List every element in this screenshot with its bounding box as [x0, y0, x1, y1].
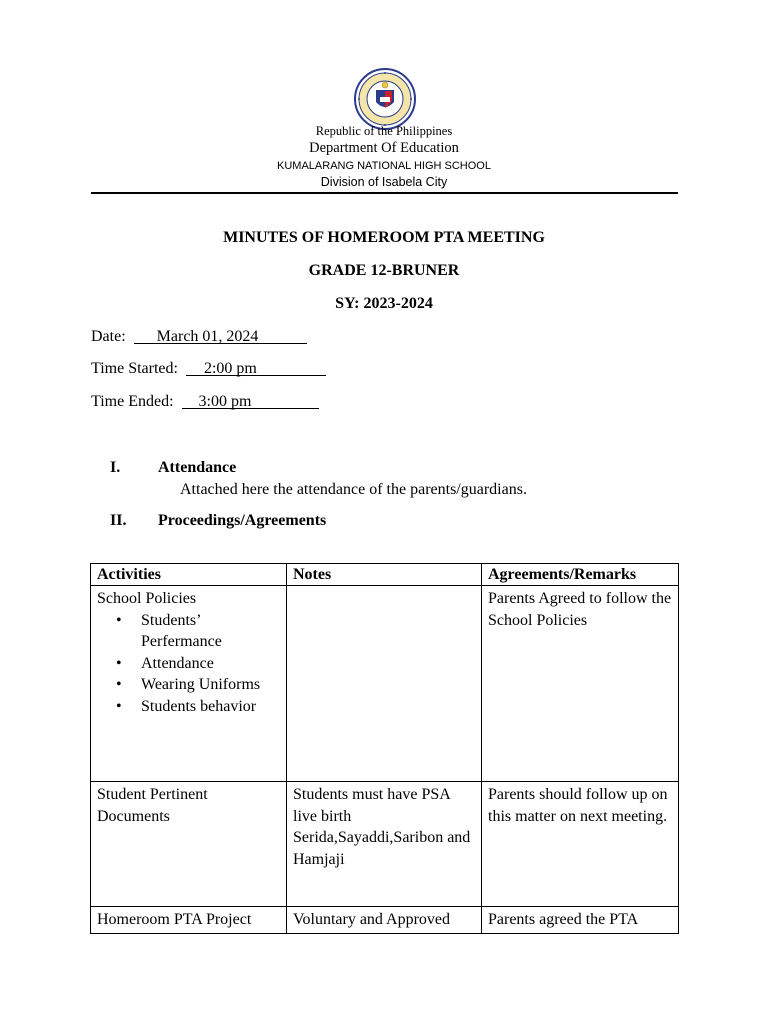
- list-item: • Attendance: [141, 653, 280, 675]
- section-number: II.: [110, 512, 127, 529]
- section-heading-proceedings: Proceedings/Agreements: [158, 512, 327, 529]
- table-row: [91, 782, 679, 907]
- notes-cell: [287, 586, 482, 782]
- activity-cell: [91, 586, 287, 782]
- attendance-text: Attached here the attendance of the parents/guardians.: [180, 481, 527, 498]
- header-divider: [91, 192, 678, 194]
- notes-cell: Voluntary and Approved: [287, 907, 482, 934]
- notes-cell: Students must have PSA live birth Serida,Sayaddi,Saribon and Hamjaji: [287, 782, 482, 907]
- date-label: Date:: [91, 328, 126, 345]
- grade-section-title: GRADE 12-BRUNER: [308, 262, 460, 279]
- list-item: • Students’ Perfermance: [141, 610, 280, 653]
- remarks-cell: Parents agreed the PTA: [482, 907, 679, 934]
- header-division: Division of Isabela City: [320, 175, 448, 189]
- deped-seal-icon: [354, 68, 416, 130]
- header-school: KUMALARANG NATIONAL HIGH SCHOOL: [277, 160, 491, 172]
- table-row: [91, 586, 679, 782]
- time-started-value: 2:00 pm: [186, 361, 326, 376]
- activity-cell: Student Pertinent Documents: [91, 782, 287, 907]
- list-item: • Wearing Uniforms: [141, 674, 280, 696]
- date-field: [91, 328, 307, 346]
- time-started-label: Time Started:: [91, 360, 178, 377]
- school-year-title: SY: 2023-2024: [335, 295, 433, 312]
- activity-text: School Policies: [97, 590, 197, 607]
- table-row: [91, 907, 679, 934]
- list-item: • Students behavior: [141, 696, 280, 718]
- date-value: March 01, 2024: [134, 329, 307, 344]
- column-header: Agreements/Remarks: [482, 564, 679, 586]
- time-started-field: [91, 360, 326, 378]
- time-ended-label: Time Ended:: [91, 393, 174, 410]
- activity-cell: Homeroom PTA Project: [91, 907, 287, 934]
- remarks-cell: Parents should follow up on this matter on next meeting.: [482, 782, 679, 907]
- section-heading-attendance: Attendance: [158, 459, 237, 476]
- document-title: MINUTES OF HOMEROOM PTA MEETING: [223, 229, 545, 246]
- time-ended-value: 3:00 pm: [182, 394, 319, 409]
- table-header-row: [91, 564, 679, 586]
- header-department: Department Of Education: [309, 140, 459, 156]
- time-ended-field: [91, 393, 319, 411]
- remarks-cell: Parents Agreed to follow the School Policies: [482, 586, 679, 782]
- column-header: Activities: [91, 564, 287, 586]
- column-header: Notes: [287, 564, 482, 586]
- section-number: I.: [110, 459, 121, 476]
- header-republic: Republic of the Philippines: [315, 124, 453, 138]
- policy-list: [97, 610, 280, 718]
- proceedings-table: [90, 563, 679, 934]
